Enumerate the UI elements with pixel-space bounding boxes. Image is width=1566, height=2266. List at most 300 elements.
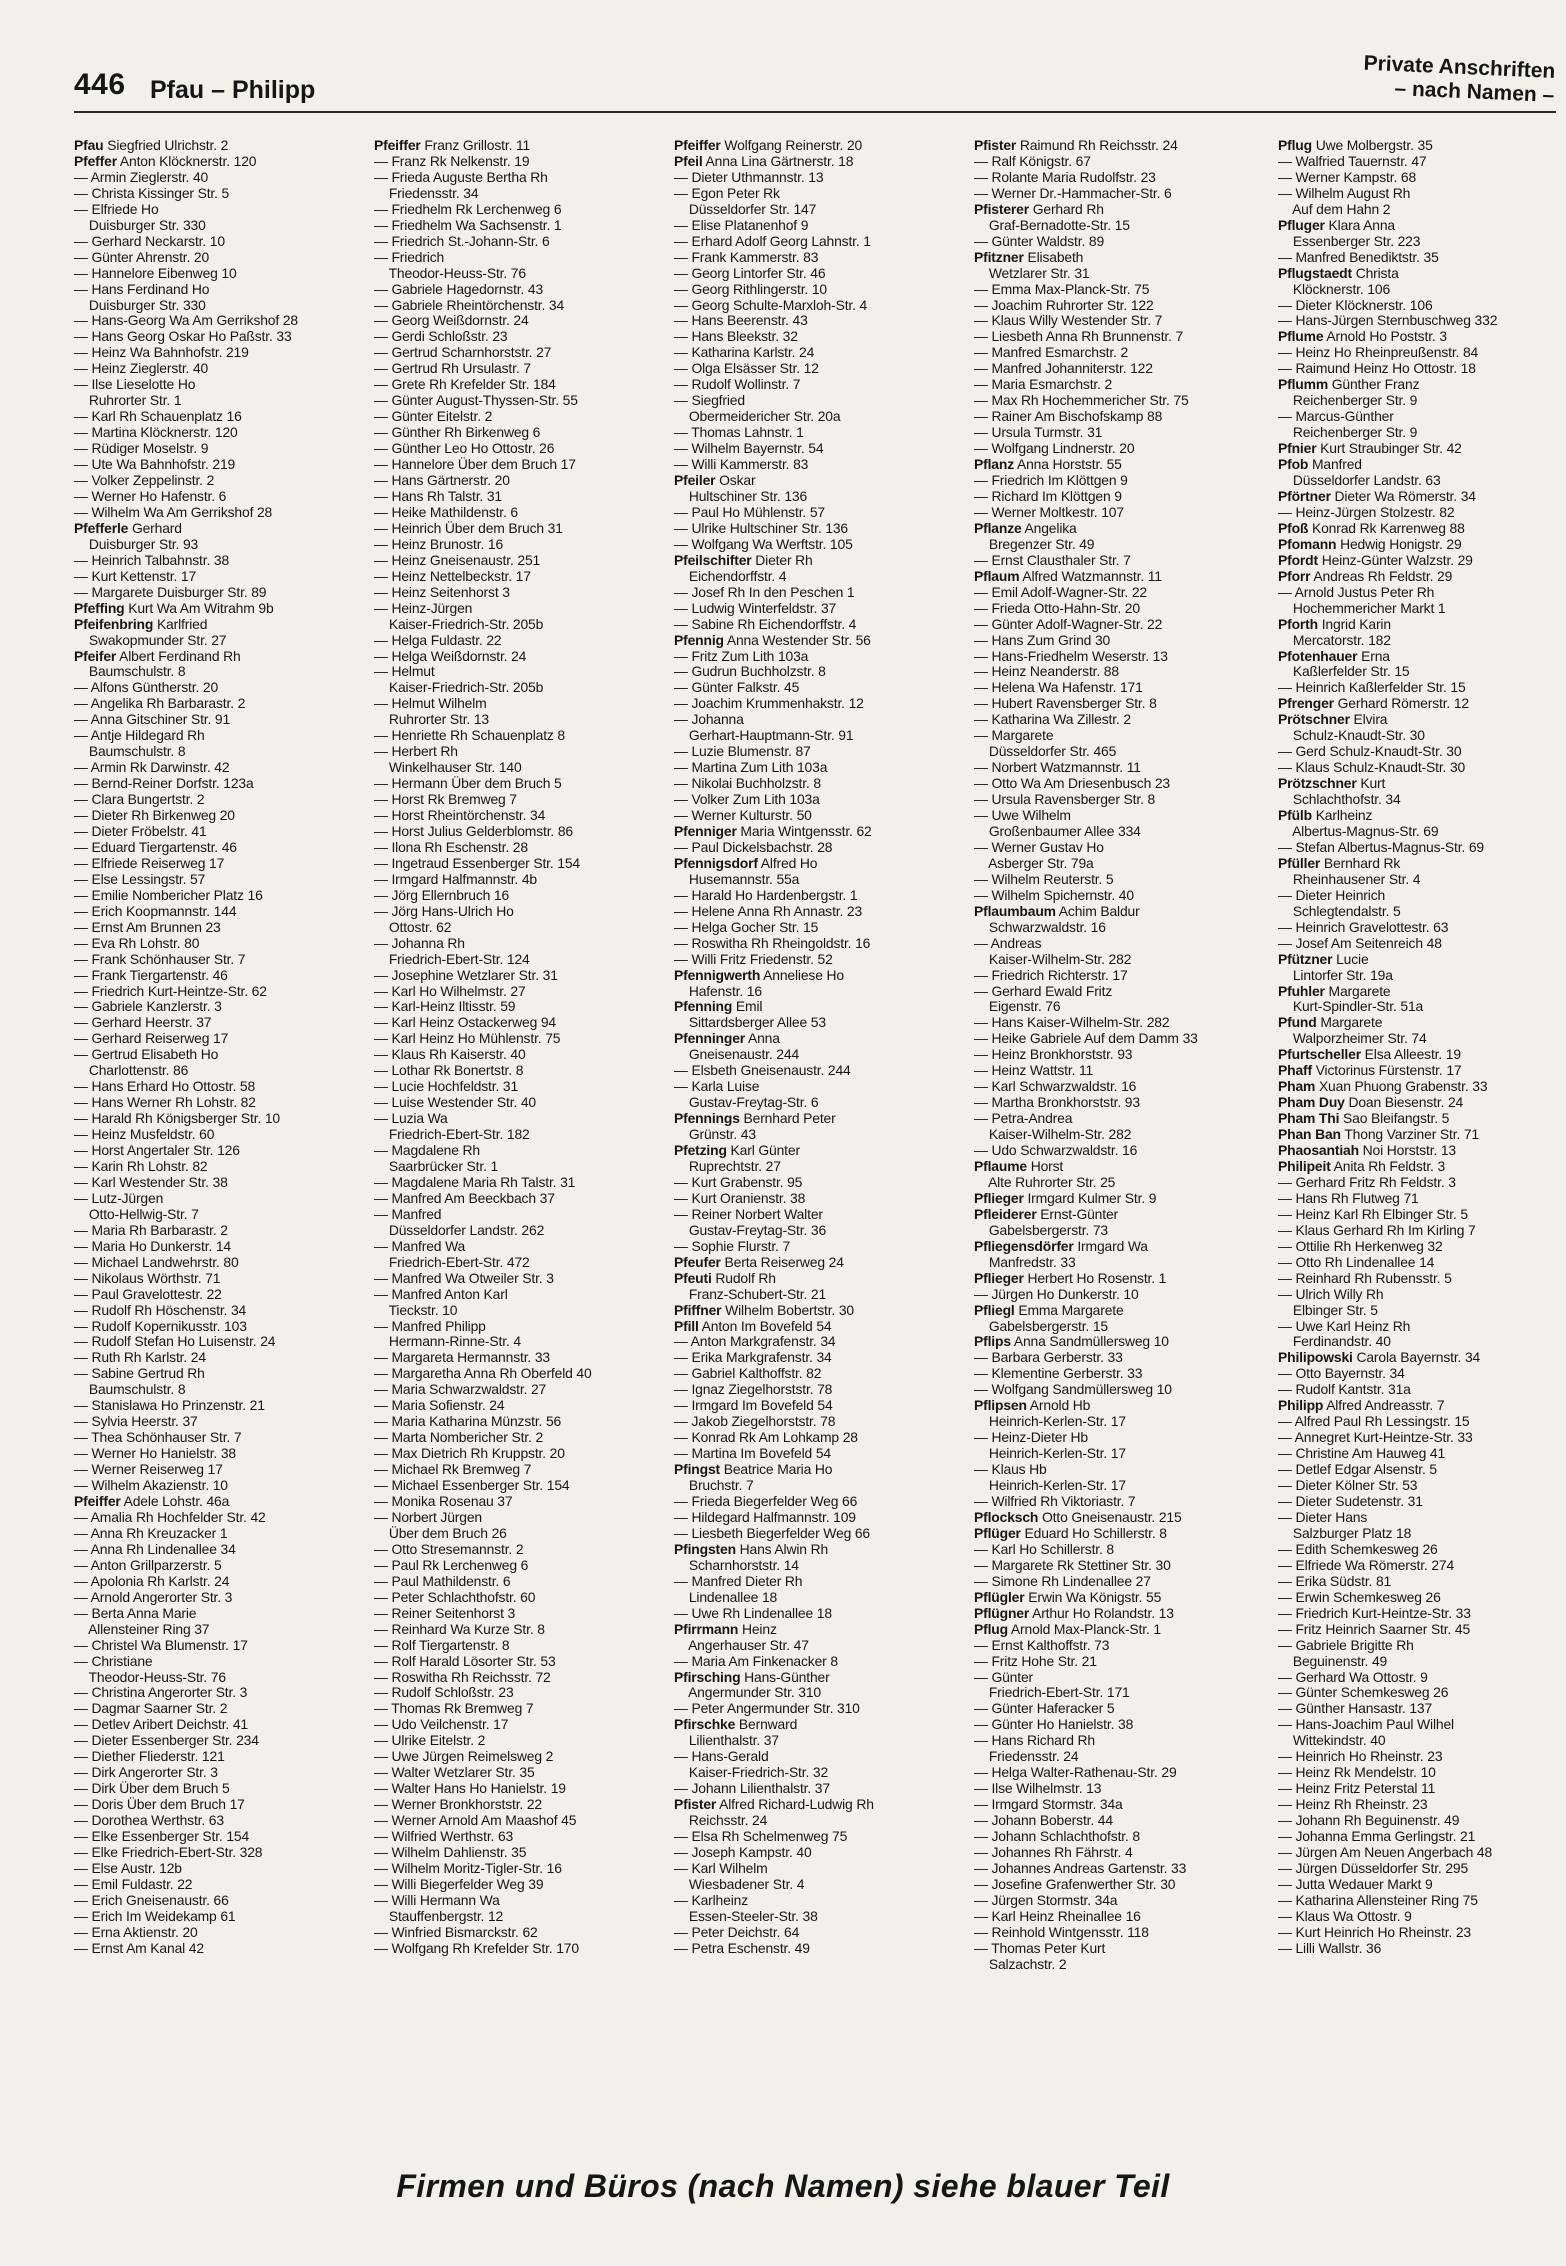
directory-entry: — Wolfgang Rh Krefelder Str. 170 (374, 1939, 579, 1956)
surname: Pfeiffer (74, 1493, 121, 1510)
directory-entry: — Helga Weißdornstr. 24 (374, 647, 527, 664)
directory-entry: — Raimund Heinz Ho Ottostr. 18 (1278, 360, 1476, 377)
directory-entry: — Emma Max-Planck-Str. 75 (974, 280, 1150, 297)
surname: Pfordt (1278, 551, 1318, 568)
directory-entry: — Margarete Duisburger Str. 89 (74, 583, 267, 600)
directory-entry: — Richard Im Klöttgen 9 (974, 487, 1122, 504)
directory-entry: — Georg Weißdornstr. 24 (374, 312, 529, 329)
directory-entry: — Werner Ho Hafenstr. 6 (74, 487, 227, 504)
surname: Pfoß (1278, 519, 1309, 536)
directory-entry: — Luzie Blumenstr. 87 (674, 743, 811, 760)
section-title-line: Private Anschriften (1363, 51, 1556, 83)
entry-details: Horst (1027, 1158, 1064, 1174)
directory-entry: — Peter Schlachthofstr. 60 (374, 1588, 536, 1605)
entry-details: Konrad Rk Karrenweg 88 (1308, 519, 1465, 536)
directory-entry: — Ernst Kalthoffstr. 73 (974, 1636, 1110, 1653)
directory-entry: — Gerhard Wa Ottostr. 9 (1278, 1668, 1428, 1685)
entry-details: Gerhard Rh (1029, 200, 1104, 217)
directory-entry: — Rudolf Kantstr. 31a (1278, 1381, 1411, 1398)
surname: Pfnier (1278, 440, 1317, 457)
directory-entry: Hochemmericher Markt 1 (1278, 599, 1446, 616)
directory-entry: — Günther Leo Ho Ottostr. 26 (374, 440, 555, 457)
directory-entry: — Heinz Brunostr. 16 (374, 535, 504, 552)
directory-entry: — Josefine Grafenwerther Str. 30 (974, 1875, 1176, 1892)
directory-entry: — Helene Anna Rh Annastr. 23 (674, 902, 863, 919)
directory-entry: — Hans Richard Rh (974, 1732, 1095, 1749)
directory-entry: — Manfred Wa (374, 1237, 466, 1254)
directory-entry: — Rainer Am Bischofskamp 88 (974, 408, 1163, 425)
directory-entry-head (1278, 952, 1566, 968)
directory-entry: — Harald Rh Königsberger Str. 10 (74, 1110, 280, 1127)
directory-entry: — Lothar Rk Bonertstr. 8 (374, 1062, 524, 1079)
directory-entry: — Hans Kaiser-Wilhelm-Str. 282 (974, 1014, 1170, 1031)
directory-entry: Schlegtendalstr. 5 (1278, 902, 1401, 919)
directory-entry: — Emilie Nombericher Platz 16 (74, 886, 263, 903)
directory-entry: — Wolfgang Sandmüllersweg 10 (974, 1381, 1172, 1398)
directory-entry-head (1278, 1398, 1566, 1414)
directory-entry: Walporzheimer Str. 74 (1278, 1030, 1427, 1047)
directory-entry: — Christine Am Hauweg 41 (1278, 1445, 1446, 1462)
directory-entry: — Angelika Rh Barbarastr. 2 (74, 695, 246, 712)
entry-details: Adele Lohstr. 46a (120, 1493, 230, 1510)
directory-entry: Rheinhausener Str. 4 (1278, 870, 1421, 887)
directory-entry: — Friedhelm Rk Lerchenweg 6 (374, 200, 562, 217)
directory-entry-head (1278, 138, 1566, 154)
directory-entry: — Ilse Lieselotte Ho (74, 376, 196, 393)
entry-details: Klara Anna (1324, 216, 1395, 233)
surname: Philipeit (1278, 1158, 1331, 1174)
directory-entry: Reichsstr. 24 (674, 1812, 768, 1829)
directory-entry: Ottostr. 62 (374, 918, 452, 935)
directory-entry: — Ulrike Hultschiner Str. 136 (674, 519, 848, 536)
entry-details: Alfred Andreasstr. 7 (1323, 1397, 1445, 1414)
directory-entry: Essenberger Str. 223 (1278, 232, 1421, 249)
directory-entry-head (1278, 1143, 1566, 1159)
directory-entry: — Heinz Zieglerstr. 40 (74, 360, 209, 377)
directory-entry: — Hans Erhard Ho Ottostr. 58 (74, 1078, 256, 1095)
directory-entry-head (1278, 808, 1566, 824)
surname: Pflaum (974, 567, 1020, 584)
entry-details: Irmgard Wa (1073, 1237, 1148, 1254)
directory-entry: Allensteiner Ring 37 (74, 1620, 210, 1637)
directory-entry: — Dieter Uthmannstr. 13 (674, 168, 824, 185)
surname: Phaff (1278, 1062, 1312, 1079)
directory-entry: — Karl Ho Wilhelmstr. 27 (374, 982, 526, 999)
directory-entry: — Günter Ahrenstr. 20 (74, 248, 210, 265)
directory-entry: — Günter Eitelstr. 2 (374, 408, 493, 425)
directory-entry: — Joseph Kampstr. 40 (674, 1843, 812, 1860)
directory-entry: Beguinenstr. 49 (1278, 1652, 1388, 1669)
directory-entry: — Ulrich Willy Rh (1278, 1285, 1384, 1302)
surname: Pflug (974, 1620, 1008, 1637)
surname: Pfuhler (1278, 982, 1325, 999)
directory-entry: Reichenberger Str. 9 (1278, 424, 1418, 441)
entry-details: Anna Horststr. 55 (1014, 456, 1122, 473)
directory-entry: — Bernd-Reiner Dorfstr. 123a (74, 775, 254, 792)
directory-entry: — Roswitha Rh Rheingoldstr. 16 (674, 934, 871, 951)
directory-entry: — Alfred Paul Rh Lessingstr. 15 (1278, 1413, 1470, 1430)
entry-details: Victorinus Fürstenstr. 17 (1311, 1062, 1462, 1079)
directory-entry: — Ralf Königstr. 67 (974, 152, 1091, 169)
directory-entry: — Winfried Bismarckstr. 62 (374, 1923, 538, 1940)
directory-entry: — Wilhelm Moritz-Tigler-Str. 16 (374, 1859, 562, 1876)
surname: Pham (1278, 1078, 1316, 1095)
directory-entry-head (1278, 1350, 1566, 1366)
directory-entry: — Johanna Emma Gerlingstr. 21 (1278, 1828, 1476, 1845)
entry-details: Anna Lina Gärtnerstr. 18 (702, 152, 854, 169)
directory-entry: — Hans Werner Rh Lohstr. 82 (74, 1094, 256, 1111)
directory-entry-head (674, 553, 970, 569)
directory-entry: — Michael Landwehrstr. 80 (74, 1253, 239, 1270)
entry-details: Bernhard Rk (1320, 854, 1401, 871)
directory-entry-head (974, 1606, 1270, 1622)
surname: Pfeuti (674, 1269, 712, 1286)
directory-entry: — Otto Wa Am Driesenbusch 23 (974, 775, 1171, 792)
directory-entry: — Jürgen Düsseldorfer Str. 295 (1278, 1859, 1469, 1876)
directory-entry: — Jörg Hans-Ulrich Ho (374, 902, 514, 919)
directory-entry: — Kurt Heinrich Ho Rheinstr. 23 (1278, 1923, 1471, 1940)
directory-entry-head (1278, 712, 1566, 728)
entry-details: Dieter Rh (751, 551, 813, 568)
directory-entry: — Rolante Maria Rudolfstr. 23 (974, 168, 1156, 185)
directory-entry-head (1278, 649, 1566, 665)
directory-entry: — Heinz Ho Rheinpreußenstr. 84 (1278, 344, 1479, 361)
directory-entry: — Heike Mathildenstr. 6 (374, 503, 519, 520)
directory-entry: — Eduard Tiergartenstr. 46 (74, 838, 237, 855)
directory-entry-head (974, 250, 1270, 266)
directory-entry: — Dirk Angerorter Str. 3 (74, 1764, 218, 1781)
directory-entry-head (1278, 1047, 1566, 1063)
surname: Pfenninger (674, 1030, 746, 1047)
directory-entry: — Wilhelm Akazienstr. 10 (74, 1477, 228, 1494)
directory-entry: — Irmgard Halfmannstr. 4b (374, 870, 537, 887)
directory-entry: — Reinhold Wintgensstr. 118 (974, 1923, 1149, 1940)
directory-entry: — Irmgard Im Bovefeld 54 (674, 1397, 833, 1414)
directory-entry-head (74, 649, 370, 665)
directory-entry: — Werner Gustav Ho (974, 838, 1104, 855)
directory-entry: — Werner Arnold Am Maashof 45 (374, 1812, 577, 1829)
surname: Pfill (674, 1317, 699, 1334)
entry-details: Hans-Günther (740, 1668, 830, 1685)
directory-entry-head (1278, 1127, 1566, 1143)
surname: Pflüger (974, 1524, 1021, 1541)
directory-entry: — Udo Schwarzwaldstr. 16 (974, 1142, 1138, 1159)
surname: Pfliegensdörfer (974, 1237, 1074, 1254)
directory-entry: — Else Austr. 12b (74, 1859, 182, 1876)
directory-entry: — Lilli Wallstr. 36 (1278, 1939, 1382, 1956)
surname: Pflaumbaum (974, 902, 1056, 919)
entry-details: Bernhard Peter (739, 1110, 836, 1127)
directory-entry: Theodor-Heuss-Str. 76 (74, 1668, 226, 1685)
directory-entry: — Maria Am Finkenacker 8 (674, 1652, 838, 1669)
directory-entry: — Günter August-Thyssen-Str. 55 (374, 392, 578, 409)
directory-entry: — Paul Ho Mühlenstr. 57 (674, 503, 825, 520)
surname: Pfeifenbring (74, 615, 154, 632)
entry-details: Margarete (1316, 1014, 1383, 1031)
surname: Pfenning (674, 998, 733, 1015)
directory-entry: — Dieter Fröbelstr. 41 (74, 822, 207, 839)
directory-entry: Kaiser-Wilhelm-Str. 282 (974, 1126, 1132, 1143)
directory-entry: Kaiser-Wilhelm-Str. 282 (974, 950, 1132, 967)
directory-entry: — Hans Beerenstr. 43 (674, 312, 808, 329)
surname: Pflumm (1278, 376, 1329, 393)
directory-entry: Auf dem Hahn 2 (1278, 200, 1391, 217)
directory-entry-head (674, 1143, 970, 1159)
directory-entry: — Johannes Rh Fährstr. 4 (974, 1843, 1133, 1860)
surname: Pflieger (974, 1269, 1024, 1286)
directory-entry: — Wilfried Werthstr. 63 (374, 1828, 514, 1845)
directory-entry: — Heinz Seitenhorst 3 (374, 583, 510, 600)
surname: Pflume (1278, 328, 1324, 345)
entry-details: Oskar (715, 472, 756, 489)
directory-column (674, 138, 970, 1957)
entry-details: Elvira (1349, 711, 1388, 728)
directory-entry: Gustav-Freytag-Str. 36 (674, 1221, 827, 1238)
directory-entry: — Michael Essenberger Str. 154 (374, 1477, 570, 1494)
directory-entry-head (1278, 537, 1566, 553)
directory-column (374, 138, 670, 1957)
entry-details: Günther Franz (1328, 376, 1420, 393)
directory-entry: — Edith Schemkesweg 26 (1278, 1540, 1438, 1557)
directory-entry-head (974, 1590, 1270, 1606)
entry-details: Erwin Wa Königstr. 55 (1024, 1588, 1162, 1605)
directory-entry: — Reinhard Rh Rubensstr. 5 (1278, 1269, 1452, 1286)
directory-entry: — Hans-Friedhelm Weserstr. 13 (974, 647, 1168, 664)
directory-entry: — Hans Ferdinand Ho (74, 280, 210, 297)
directory-entry: — Emil Fuldastr. 22 (74, 1875, 193, 1892)
directory-entry: — Stanislawa Ho Prinzenstr. 21 (74, 1397, 265, 1414)
directory-entry: — Otto Rh Lindenallee 14 (1278, 1253, 1435, 1270)
directory-entry: — Manfred Am Beeckbach 37 (374, 1189, 555, 1206)
directory-entry: — Dieter Klöcknerstr. 106 (1278, 296, 1433, 313)
directory-entry: — Josef Am Seitenreich 48 (1278, 934, 1442, 951)
surname: Pfisterer (974, 200, 1030, 217)
directory-entry: — Manfred Benediktstr. 35 (1278, 248, 1439, 265)
directory-entry: — Willi Kammerstr. 83 (674, 456, 809, 473)
directory-entry: — Heinz Fritz Peterstal 11 (1278, 1780, 1436, 1797)
directory-entry: — Christa Kissinger Str. 5 (74, 184, 230, 201)
directory-entry: — Rolf Tiergartenstr. 8 (374, 1636, 510, 1653)
directory-entry-head (1278, 457, 1566, 473)
directory-entry: — Helmut (374, 663, 435, 680)
surname: Pfiffner (674, 1301, 722, 1318)
directory-column (1278, 138, 1566, 1957)
directory-entry-head (674, 824, 970, 840)
surname: Pfrenger (1278, 695, 1334, 712)
directory-entry-head (974, 1334, 1270, 1350)
surname: Philipp (1278, 1397, 1324, 1414)
directory-entry-head (674, 1303, 970, 1319)
directory-entry: — Karl Heinz Rheinallee 16 (974, 1907, 1141, 1924)
surname: Pham Thi (1278, 1110, 1340, 1127)
surname: Pflügler (974, 1588, 1025, 1605)
directory-entry: — Gerdi Schloßstr. 23 (374, 328, 508, 345)
directory-entry: Schwarzwaldstr. 16 (974, 918, 1106, 935)
directory-entry: — Otto Stresemannstr. 2 (374, 1540, 524, 1557)
surname: Pfeil (674, 152, 703, 169)
directory-entry: — Klaus Willy Westender Str. 7 (974, 312, 1163, 329)
directory-entry: Friedensstr. 34 (374, 184, 479, 201)
directory-entry: — Ignaz Ziegelhorststr. 78 (674, 1381, 833, 1398)
directory-entry-head (974, 202, 1270, 218)
directory-entry: — Maria Rh Barbarastr. 2 (74, 1221, 228, 1238)
directory-entry: — Frank Kammerstr. 83 (674, 248, 819, 265)
directory-entry: — Heinz Karl Rh Elbinger Str. 5 (1278, 1205, 1468, 1222)
surname: Pham Duy (1278, 1094, 1345, 1111)
directory-entry-head (74, 138, 370, 154)
directory-entry: — Peter Deichstr. 64 (674, 1923, 800, 1940)
surname: Pfingsten (674, 1540, 736, 1557)
directory-entry: — Wilhelm Spichernstr. 40 (974, 886, 1134, 903)
directory-entry-head (674, 1255, 970, 1271)
directory-entry: — Irmgard Stormstr. 34a (974, 1796, 1123, 1813)
directory-entry: — Reinhard Wa Kurze Str. 8 (374, 1620, 545, 1637)
directory-entry: — Hans-Jürgen Sternbuschweg 332 (1278, 312, 1498, 329)
directory-entry: — Willi Hermann Wa (374, 1891, 500, 1908)
directory-entry: — Max Dietrich Rh Kruppstr. 20 (374, 1445, 565, 1462)
directory-entry: — Marcus-Günther (1278, 408, 1394, 425)
directory-entry: — Friedrich Kurt-Heintze-Str. 33 (1278, 1604, 1471, 1621)
directory-entry-head (674, 1111, 970, 1127)
directory-entry: — Erwin Schemkesweg 26 (1278, 1588, 1441, 1605)
directory-entry: — Dieter Essenberger Str. 234 (74, 1732, 259, 1749)
surname: Pforr (1278, 567, 1311, 584)
entry-details: Ingrid Karin (1318, 615, 1391, 632)
directory-entry: — Uwe Jürgen Reimelsweg 2 (374, 1748, 554, 1765)
directory-entry: — Martina Im Bovefeld 54 (674, 1445, 831, 1462)
surname: Pfeufer (674, 1253, 721, 1270)
directory-entry: — Karl Westender Str. 38 (74, 1173, 228, 1190)
directory-entry: Schulz-Knaudt-Str. 30 (1278, 727, 1425, 744)
directory-entry-head (1278, 218, 1566, 234)
directory-entry: — Friedrich Richterstr. 17 (974, 966, 1128, 983)
directory-entry: — Jürgen Am Neuen Angerbach 48 (1278, 1843, 1493, 1860)
directory-entry: — Volker Zum Lith 103a (674, 791, 820, 808)
entry-details: Franz Grillostr. 11 (420, 137, 531, 153)
surname: Pfluger (1278, 216, 1325, 233)
directory-entry: — Arnold Angerorter Str. 3 (74, 1588, 233, 1605)
directory-entry: — Karl Wilhelm (674, 1859, 768, 1876)
directory-entry: — Jürgen Stormstr. 34a (974, 1891, 1118, 1908)
section-title-line: – nach Namen – (1394, 77, 1555, 107)
directory-entry: — Berta Anna Marie (74, 1604, 197, 1621)
directory-entry: Wetzlarer Str. 31 (974, 264, 1090, 281)
surname: Pflips (974, 1333, 1011, 1350)
directory-entry: — Sophie Flurstr. 7 (674, 1237, 791, 1254)
directory-entry: — Georg Schulte-Marxloh-Str. 4 (674, 296, 868, 313)
directory-entry: Bregenzer Str. 49 (974, 535, 1095, 552)
directory-entry: Angerhauser Str. 47 (674, 1636, 809, 1653)
surname: Pfirsching (674, 1668, 741, 1685)
directory-entry: Heinrich-Kerlen-Str. 17 (974, 1445, 1126, 1462)
directory-entry: — Ursula Ravensberger Str. 8 (974, 791, 1156, 808)
directory-entry: — Manfred (374, 1205, 442, 1222)
directory-entry: — Grete Rh Krefelder Str. 184 (374, 376, 556, 393)
surname: Pflocksch (974, 1508, 1039, 1525)
directory-entry: — Erich Koopmannstr. 144 (74, 902, 237, 919)
directory-entry: — Georg Rithlingerstr. 10 (674, 280, 827, 297)
directory-entry: — Marta Nombericher Str. 2 (374, 1429, 544, 1446)
directory-entry: — Diether Fliederstr. 121 (74, 1748, 225, 1765)
directory-entry: — Rudolf Kopernikusstr. 103 (74, 1317, 247, 1334)
page-number: 446 (74, 68, 126, 101)
directory-entry: Klöcknerstr. 106 (1278, 280, 1391, 297)
directory-entry: — Margareta Hermannstr. 33 (374, 1349, 550, 1366)
directory-column (74, 138, 370, 1957)
directory-entry: Saarbrücker Str. 1 (374, 1158, 499, 1174)
directory-columns (74, 138, 1562, 2138)
directory-entry-head (1278, 1159, 1566, 1175)
directory-entry-head (74, 601, 370, 617)
entry-details: Alfred Richard-Ludwig Rh (716, 1796, 874, 1813)
directory-entry: — Elfriede Ho (74, 200, 159, 217)
directory-entry: — Walfried Tauernstr. 47 (1278, 152, 1427, 169)
directory-entry: — Maria Esmarchstr. 2 (974, 376, 1113, 393)
directory-entry: — Karin Rh Lohstr. 82 (74, 1158, 208, 1174)
entry-details: Kurt Wa Am Witrahm 9b (124, 599, 274, 616)
directory-entry: — Clara Bungertstr. 2 (74, 791, 205, 808)
directory-entry: — Detlev Aribert Deichstr. 41 (74, 1716, 248, 1733)
directory-entry: Gustav-Freytag-Str. 6 (674, 1094, 819, 1111)
surname: Pfotenhauer (1278, 647, 1358, 664)
directory-entry: — Friedrich Kurt-Heintze-Str. 62 (74, 982, 267, 999)
directory-entry-head (74, 1494, 370, 1510)
directory-entry: — Heinrich Talbahnstr. 38 (74, 551, 230, 568)
directory-entry: Graf-Bernadotte-Str. 15 (974, 216, 1130, 233)
entry-details: Eduard Ho Schillerstr. 8 (1020, 1524, 1167, 1541)
directory-entry: — Manfred Anton Karl (374, 1285, 508, 1302)
surname: Pflugstaedt (1278, 264, 1352, 281)
directory-entry: — Klaus Gerhard Rh Im Kirling 7 (1278, 1221, 1476, 1238)
directory-entry: — Ursula Turmstr. 31 (974, 424, 1103, 441)
directory-entry: — Horst Julius Gelderblomstr. 86 (374, 822, 574, 839)
entry-details: Karlheinz (1311, 807, 1373, 824)
directory-entry: Franz-Schubert-Str. 21 (674, 1285, 827, 1302)
directory-entry-head (674, 138, 970, 154)
directory-entry-head (1278, 1015, 1566, 1031)
directory-entry: Heinrich-Kerlen-Str. 17 (974, 1477, 1126, 1494)
directory-entry: — Uwe Rh Lindenallee 18 (674, 1604, 832, 1621)
directory-entry: — Erika Markgrafenstr. 34 (674, 1349, 832, 1366)
entry-details: Thong Varziner Str. 71 (1340, 1126, 1479, 1143)
entry-details: Karl Günter (726, 1142, 800, 1159)
directory-entry: — Ilona Rh Eschenstr. 28 (374, 838, 528, 855)
entry-details: Carola Bayernstr. 34 (1352, 1349, 1481, 1366)
directory-entry: — Magdalene Rh (374, 1142, 481, 1159)
directory-entry: Salzburger Platz 18 (1278, 1524, 1412, 1541)
directory-entry: — Ilse Wilhelmstr. 13 (974, 1780, 1102, 1797)
entry-details: Maria Wintgensstr. 62 (736, 822, 872, 839)
directory-entry: Gneisenaustr. 244 (674, 1046, 800, 1063)
directory-entry: Asberger Str. 79a (974, 854, 1094, 871)
entry-details: Beatrice Maria Ho (720, 1461, 833, 1478)
entry-details: Uwe Molbergstr. 35 (1311, 137, 1433, 153)
surname: Pfau (74, 137, 104, 153)
directory-entry: Hermann-Rinne-Str. 4 (374, 1333, 521, 1350)
directory-entry: — Gudrun Buchholzstr. 8 (674, 663, 826, 680)
directory-entry: Lindenallee 18 (674, 1588, 778, 1605)
directory-entry: — Monika Rosenau 37 (374, 1493, 513, 1510)
directory-entry: — Lutz-Jürgen (74, 1189, 164, 1206)
directory-entry: — Michael Rk Bremweg 7 (374, 1461, 532, 1478)
directory-entry-head (674, 473, 970, 489)
directory-entry: — Werner Reiserweg 17 (74, 1461, 223, 1478)
directory-entry: — Heinz Nettelbeckstr. 17 (374, 567, 531, 584)
surname: Pfützner (1278, 950, 1333, 967)
directory-entry: — Friedrich Im Klöttgen 9 (974, 472, 1128, 489)
directory-entry: — Ludwig Winterfeldstr. 37 (674, 599, 837, 616)
entry-details: Irmgard Kulmer Str. 9 (1023, 1189, 1157, 1206)
